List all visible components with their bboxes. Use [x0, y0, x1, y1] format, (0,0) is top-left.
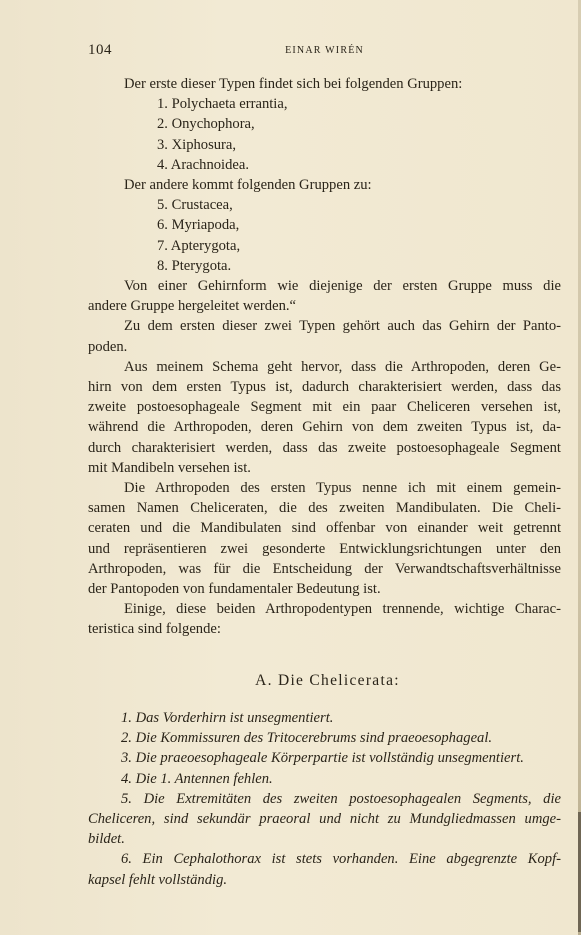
paragraph-line: andere Gruppe hergeleitet werden.“ [88, 298, 296, 315]
page-header [88, 42, 561, 62]
characteristic-item: 1. Das Vorderhirn ist unsegmentiert. [121, 709, 334, 726]
characteristic-item: 5. Die Extremitäten des zweiten postoesophagealen Segments, die [121, 790, 561, 807]
section-spacer [88, 640, 561, 671]
characteristic-item-continued: bildet. [88, 831, 125, 848]
paragraph-line: samen Namen Cheliceraten, die des zweiten Mandibulaten. Die Cheli- [88, 500, 561, 517]
paragraph-line: und repräsentieren zwei gesonderte Entwicklungsrichtungen unter den [88, 540, 561, 557]
paragraph-line: Aus meinem Schema geht hervor, dass die Arthropoden, deren Ge- [124, 358, 561, 375]
section-heading: A. Die Chelicerata: [255, 671, 400, 689]
paragraph-line: zweite postoesophageale Segment mit ein paar Cheliceren versehen ist, [88, 399, 561, 416]
characteristic-item: 3. Die praeoesophageale Körperpartie ist vollständig unsegmentiert. [121, 750, 524, 767]
group-list-item: 7. Apterygota, [157, 237, 241, 254]
paragraph-line: Von einer Gehirnform wie diejenige der ersten Gruppe muss die [124, 278, 561, 295]
page-number: 104 [88, 42, 112, 58]
group-list-item: 3. Xiphosura, [157, 136, 237, 153]
paragraph-line: während die Arthropoden, deren Gehirn von dem zweiten Typus ist, da- [88, 419, 561, 436]
section-spacer [88, 691, 561, 708]
characteristic-item: 6. Ein Cephalothorax ist stets vorhanden. Eine abgegrenzte Kopf- [121, 851, 561, 868]
characteristic-item: 2. Die Kommissuren des Tritocerebrums sind praeoesophageal. [121, 730, 493, 747]
paragraph-line: durch charakterisiert werden, dass das zweite postoesophageale Segment [88, 439, 561, 456]
paragraph-line: Arthropoden, was für die Entscheidung der Verwandtschaftsverhältnisse [88, 560, 561, 577]
paragraph-line: Die Arthropoden des ersten Typus nenne ich mit einem gemein- [124, 480, 561, 497]
group-list-item: 8. Pterygota. [157, 257, 232, 274]
paragraph-line: der Pantopoden von fundamentaler Bedeutung ist. [88, 581, 381, 598]
group-list-item: 6. Myriapoda, [157, 217, 240, 234]
intro-first-type: Der erste dieser Typen findet sich bei folgenden Gruppen: [124, 76, 463, 92]
group-list-item: 1. Polychaeta errantia, [157, 96, 288, 113]
running-head: EINAR WIRÉN [285, 45, 364, 56]
group-list-item: 5. Crustacea, [157, 197, 233, 214]
group-list-item: 4. Arachnoidea. [157, 156, 249, 173]
body-text [88, 74, 561, 890]
paragraph-line: teristica sind folgende: [88, 621, 221, 638]
intro-second-type: Der andere kommt folgenden Gruppen zu: [124, 177, 372, 194]
characteristic-item: 4. Die 1. Antennen fehlen. [121, 770, 273, 787]
paragraph-line: Einige, diese beiden Arthropodentypen trennende, wichtige Charac- [124, 601, 561, 618]
group-list-item: 2. Onychophora, [157, 116, 255, 133]
characteristic-item-continued: Cheliceren, sind sekundär praeoral und nicht zu Mundgliedmassen umge- [88, 810, 561, 827]
paragraph-line: ceraten und die Mandibulaten sind offenbar von einander weit getrennt [88, 520, 561, 537]
paragraph-line: mit Mandibeln versehen ist. [88, 459, 251, 476]
paragraph-line: hirn von dem ersten Typus ist, dadurch charakterisiert werden, dass das [88, 379, 561, 396]
paragraph-line: Zu dem ersten dieser zwei Typen gehört auch das Gehirn der Panto- [124, 318, 561, 335]
paragraph-line: poden. [88, 338, 128, 355]
characteristic-item-continued: kapsel fehlt vollständig. [88, 871, 228, 888]
